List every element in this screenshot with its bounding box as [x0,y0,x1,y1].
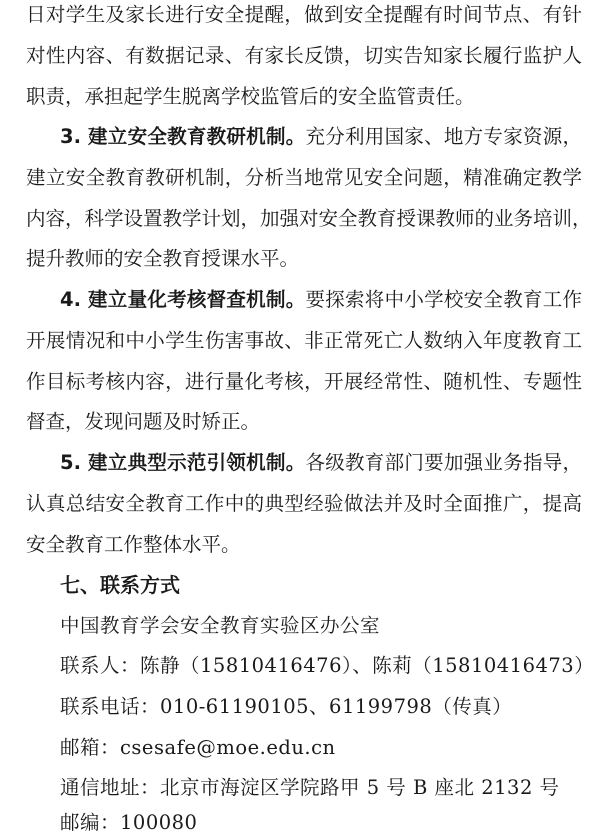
paragraph-line: 内容，科学设置教学计划，加强对安全教育授课教师的业务培训， [26,207,592,230]
contact-address: 通信地址：北京市海淀区学院路甲 5 号 B 座北 2132 号 [60,776,560,799]
contact-office: 中国教育学会安全教育实验区办公室 [60,614,381,637]
paragraph-line: 开展情况和中小学生伤害事故、非正常死亡人数纳入年度教育工 [26,329,582,352]
contact-postcode: 邮编：100080 [60,811,198,834]
item-3-text: 充分利用国家、地方专家资源， [305,125,582,148]
paragraph-line: 提升教师的安全教育授课水平。 [26,247,300,270]
paragraph-line: 督查，发现问题及时矫正。 [26,410,261,433]
paragraph-line: 认真总结安全教育工作中的典型经验做法并及时全面推广，提高 [26,492,582,515]
paragraph-line: 职责，承担起学生脱离学校监管后的安全监管责任。 [26,85,475,108]
contact-person: 联系人：陈静（15810416476）、陈莉（15810416473） [60,654,595,677]
paragraph-line: 对性内容、有数据记录、有家长反馈，切实告知家长履行监护人 [26,44,582,67]
item-4-first-line [60,287,582,313]
section-title: 七、联系方式 [60,573,180,597]
item-3-heading: 3. 建立安全教育教研机制。 [60,125,306,148]
paragraph-line: 日对学生及家长进行安全提醒，做到安全提醒有时间节点、有针 [26,3,582,26]
paragraph-line: 建立安全教育教研机制，分析当地常见安全问题，精准确定教学 [26,166,582,189]
item-5-heading: 5. 建立典型示范引领机制。 [60,451,306,474]
item-4-heading: 4. 建立量化考核督查机制。 [60,288,306,311]
contact-phone: 联系电话：010-61190105、61199798（传真） [60,695,513,718]
contact-email: 邮箱：csesafe@moe.edu.cn [60,736,336,759]
item-3-first-line [60,124,582,150]
item-4-text: 要探索将中小学校安全教育工作 [305,288,582,311]
item-5-text: 各级教育部门要加强业务指导， [305,451,582,474]
paragraph-line: 安全教育工作整体水平。 [26,533,241,556]
item-5-first-line [60,450,582,476]
paragraph-line: 作目标考核内容，进行量化考核，开展经常性、随机性、专题性 [26,370,582,393]
